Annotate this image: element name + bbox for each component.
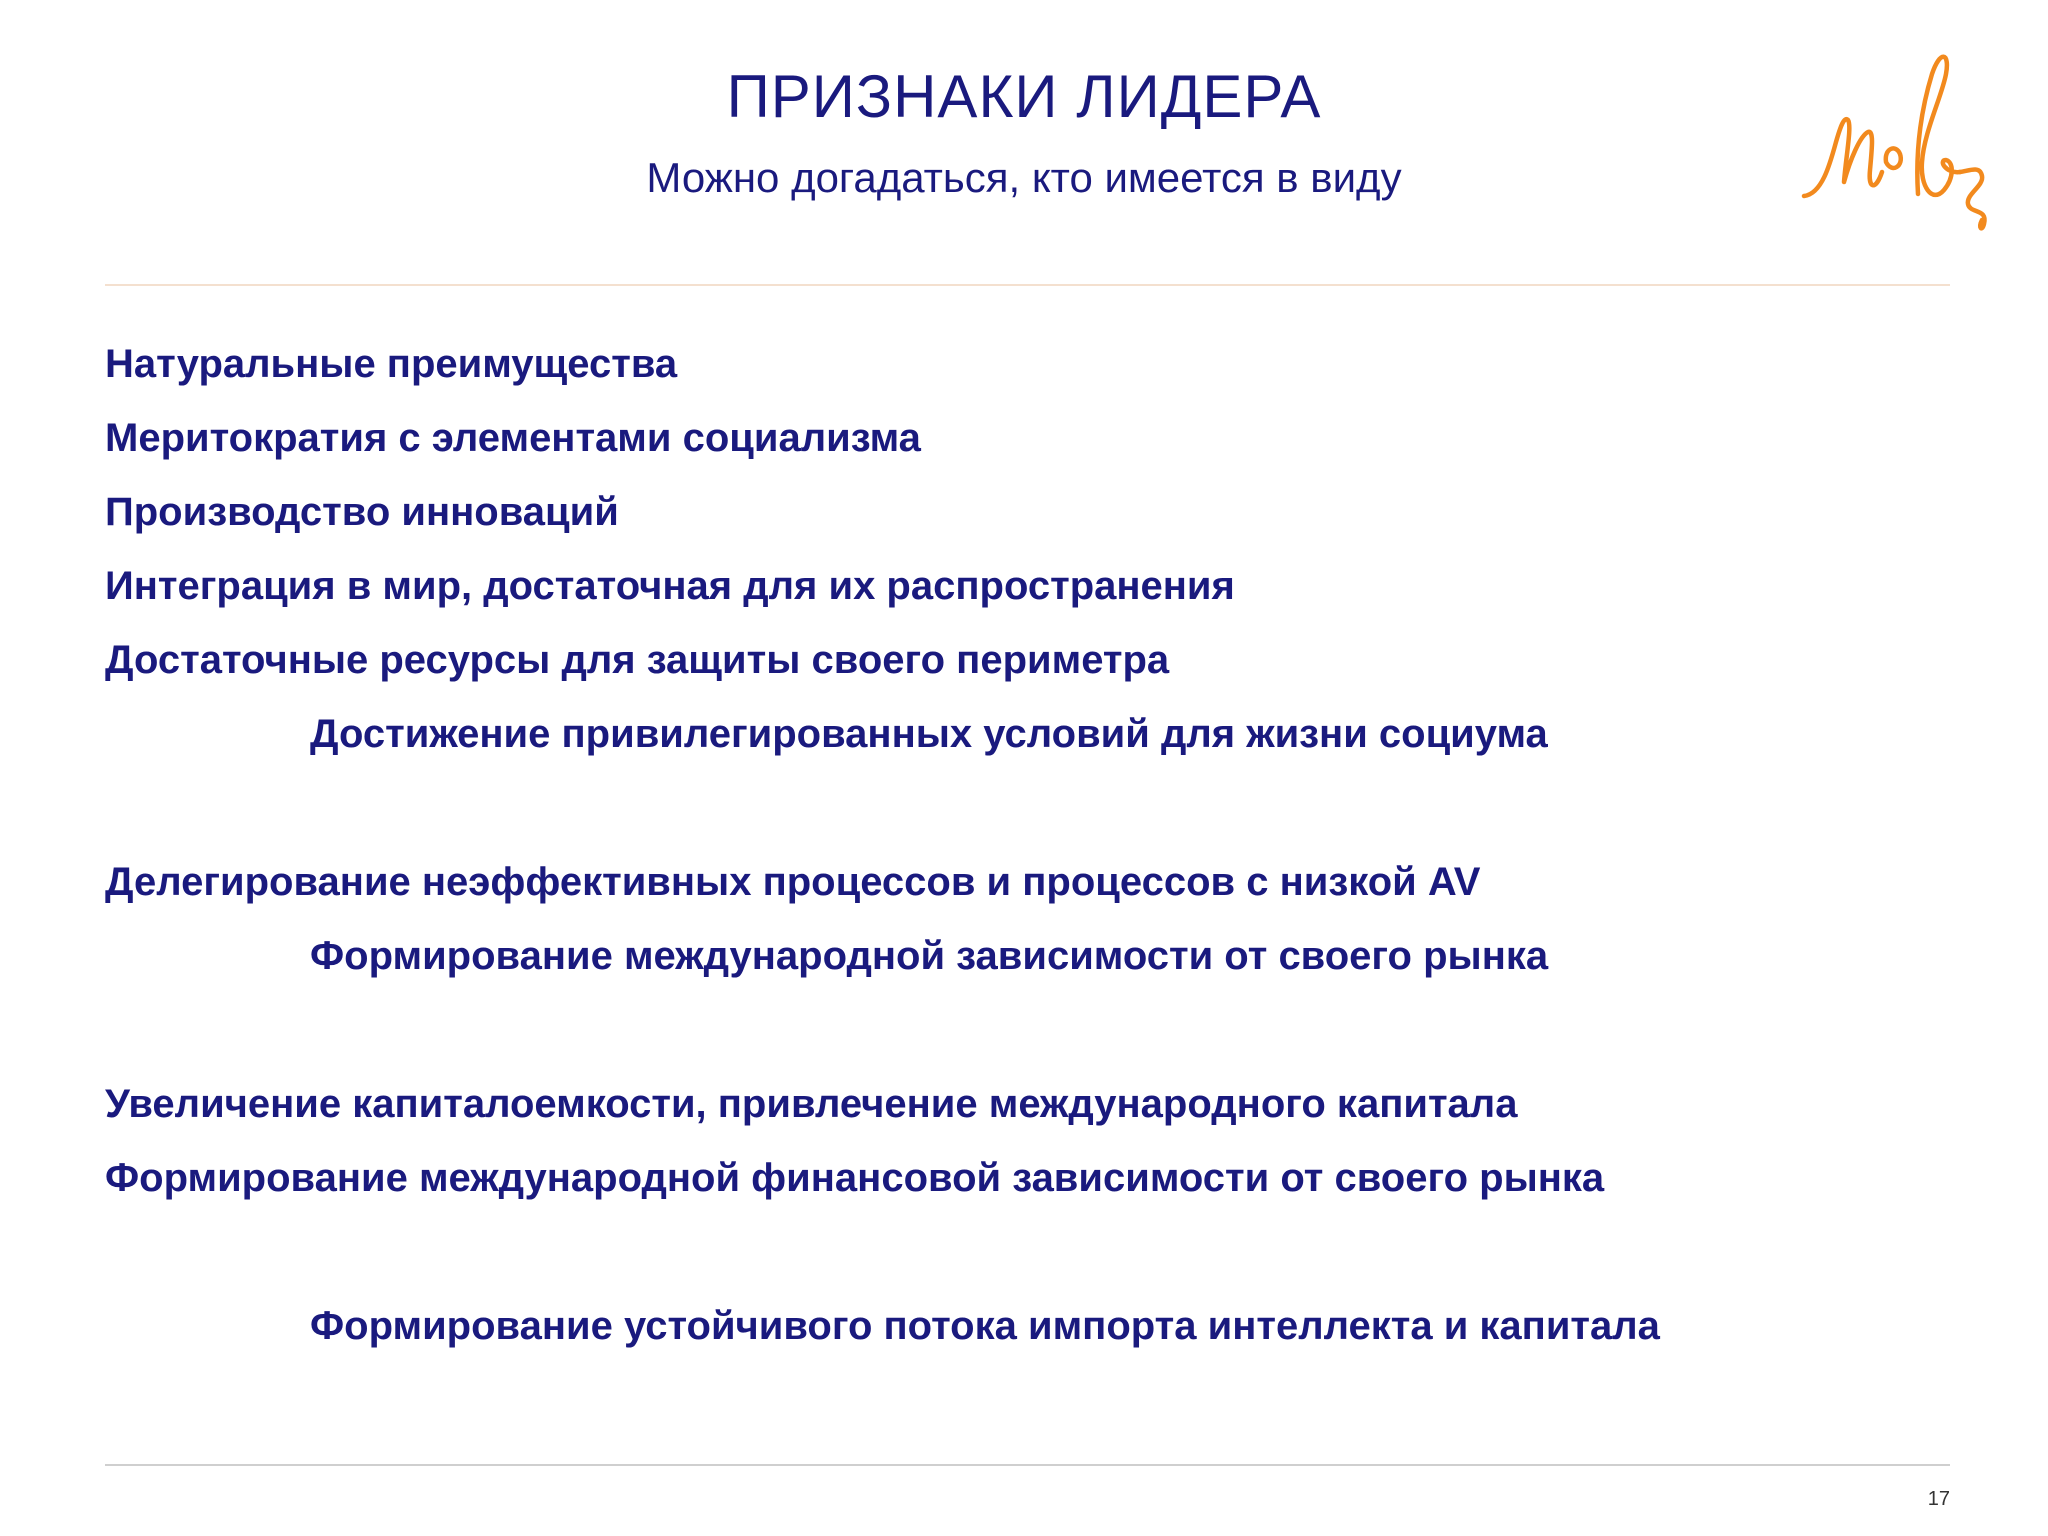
leader-sign-meritocracy: Меритократия с элементами социализма bbox=[105, 416, 921, 460]
leader-sign-delegation: Делегирование неэффективных процессов и процессов с низкой AV bbox=[105, 860, 1481, 904]
leader-sign-integration: Интеграция в мир, достаточная для их распространения bbox=[105, 564, 1235, 608]
leader-result-privileged-conditions: Достижение привилегированных условий для жизни социума bbox=[310, 712, 1548, 756]
leader-sign-capital-intensity: Увеличение капиталоемкости, привлечение международного капитала bbox=[105, 1082, 1518, 1126]
signature-logo-icon bbox=[1800, 44, 2000, 234]
leader-sign-financial-dependence: Формирование международной финансовой зависимости от своего рынка bbox=[105, 1156, 1605, 1200]
page-number: 17 bbox=[1927, 1488, 1950, 1510]
leader-sign-natural-advantages: Натуральные преимущества bbox=[105, 342, 678, 386]
leader-result-import-flow: Формирование устойчивого потока импорта интеллекта и капитала bbox=[310, 1304, 1660, 1348]
bottom-divider bbox=[105, 1464, 1950, 1466]
leader-sign-resources: Достаточные ресурсы для защиты своего периметра bbox=[105, 638, 1170, 682]
slide-title: ПРИЗНАКИ ЛИДЕРА bbox=[726, 63, 1322, 130]
leader-sign-innovation: Производство инноваций bbox=[105, 490, 619, 534]
slide-subtitle: Можно догадаться, кто имеется в виду bbox=[646, 154, 1402, 201]
top-divider bbox=[105, 284, 1950, 286]
leader-result-market-dependence: Формирование международной зависимости от своего рынка bbox=[310, 934, 1549, 978]
